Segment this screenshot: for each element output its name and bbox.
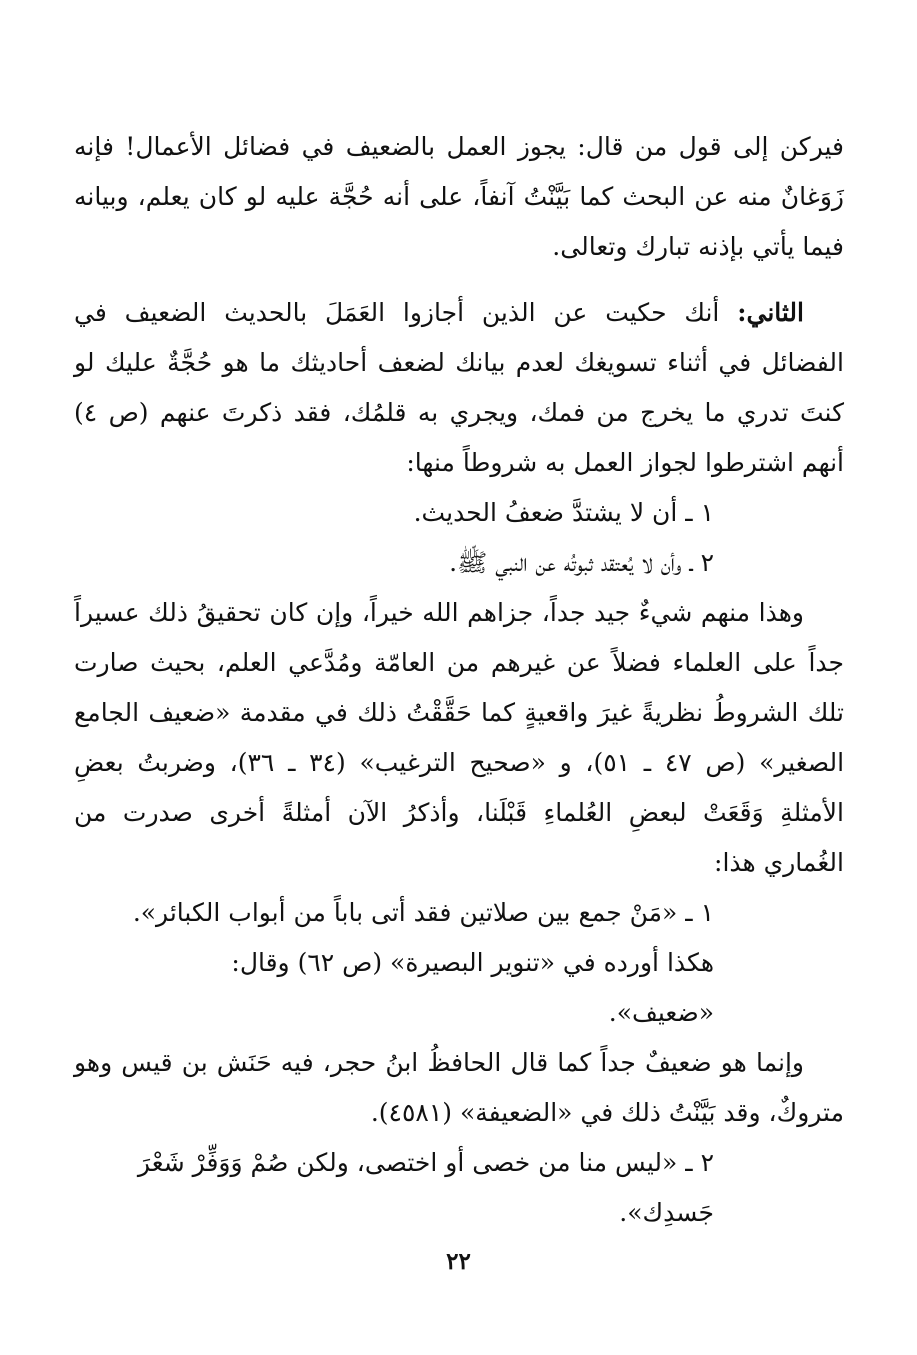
paragraph-1: فيركن إلى قول من قال: يجوز العمل بالضعيف في فضائل الأعمال! فإنه زَوَغانٌ منه عن البحث كما بَيَّنْتُ آنفاً، على أنه حُجَّة عليه لو كان يعلم، وبيانه فيما يأتي بإذنه تبارك وتعالى. [74,132,844,261]
body-text [74,122,844,1238]
paragraph-2 [74,288,844,488]
hadith-2: ٢ ـ «ليس منا من خصى أو اختصى، ولكن صُمْ وَوَفِّرْ شَعْرَ جَسدِك». [137,1148,714,1227]
paragraph-4: وإنما هو ضعيفٌ جداً كما قال الحافظُ ابنُ حجر، فيه حَنَش بن قيس وهو متروكٌ، وقد بَيَّنْتُ ذلك في «الضعيفة» (٤٥٨١). [74,1048,844,1127]
paragraph-2-text: أنك حكيت عن الذين أجازوا العَمَلَ بالحديث الضعيف في الفضائل في أثناء تسويغك لعدم بيانك لضعف أحاديثك ما هو حُجَّةٌ عليك لو كنتَ تدري ما يخرج من فمك، ويجري به قلمُك، فقد ذكرتَ عنهم (ص ٤) أنهم اشترطوا لجواز العمل به شروطاً منها: [74,298,844,477]
paragraph-3: وهذا منهم شيءٌ جيد جداً، جزاهم الله خيراً، وإن كان تحقيقُ ذلك عسيراً جداً على العلماء فضلاً عن غيرهم من العامّة ومُدَّعي العلم، بحيث صارت تلك الشروطُ نظريةً غيرَ واقعيةٍ كما حَقَّقْتُ ذلك في مقدمة «ضعيف الجامع الصغير» (ص ٤٧ ـ ٥١)، و «صحيح الترغيب» (٣٤ ـ ٣٦)، وضربتُ بعضِ الأمثلةِ وَقَعَتْ لبعضِ العُلماءِ قَبْلَنا، وأذكرُ الآن أمثلةً أخرى صدرت من الغُماري هذا: [74,598,845,877]
hadith-1-grade: «ضعيف». [608,998,714,1027]
hadith-1: ١ ـ «مَنْ جمع بين صلاتين فقد أتى باباً من أبواب الكبائر». [132,898,714,927]
condition-1: ١ ـ أن لا يشتدَّ ضعفُ الحديث. [413,498,714,527]
page-number: ٢٢ [446,1248,471,1275]
condition-2: ٢ ـ وأن لا يُعتقد ثبوتُه عن النبي ﷺ. [449,548,714,577]
hadith-1-note: هكذا أورده في «تنوير البصيرة» (ص ٦٢) وقال: [231,948,714,977]
point-label: الثاني: [737,298,804,327]
